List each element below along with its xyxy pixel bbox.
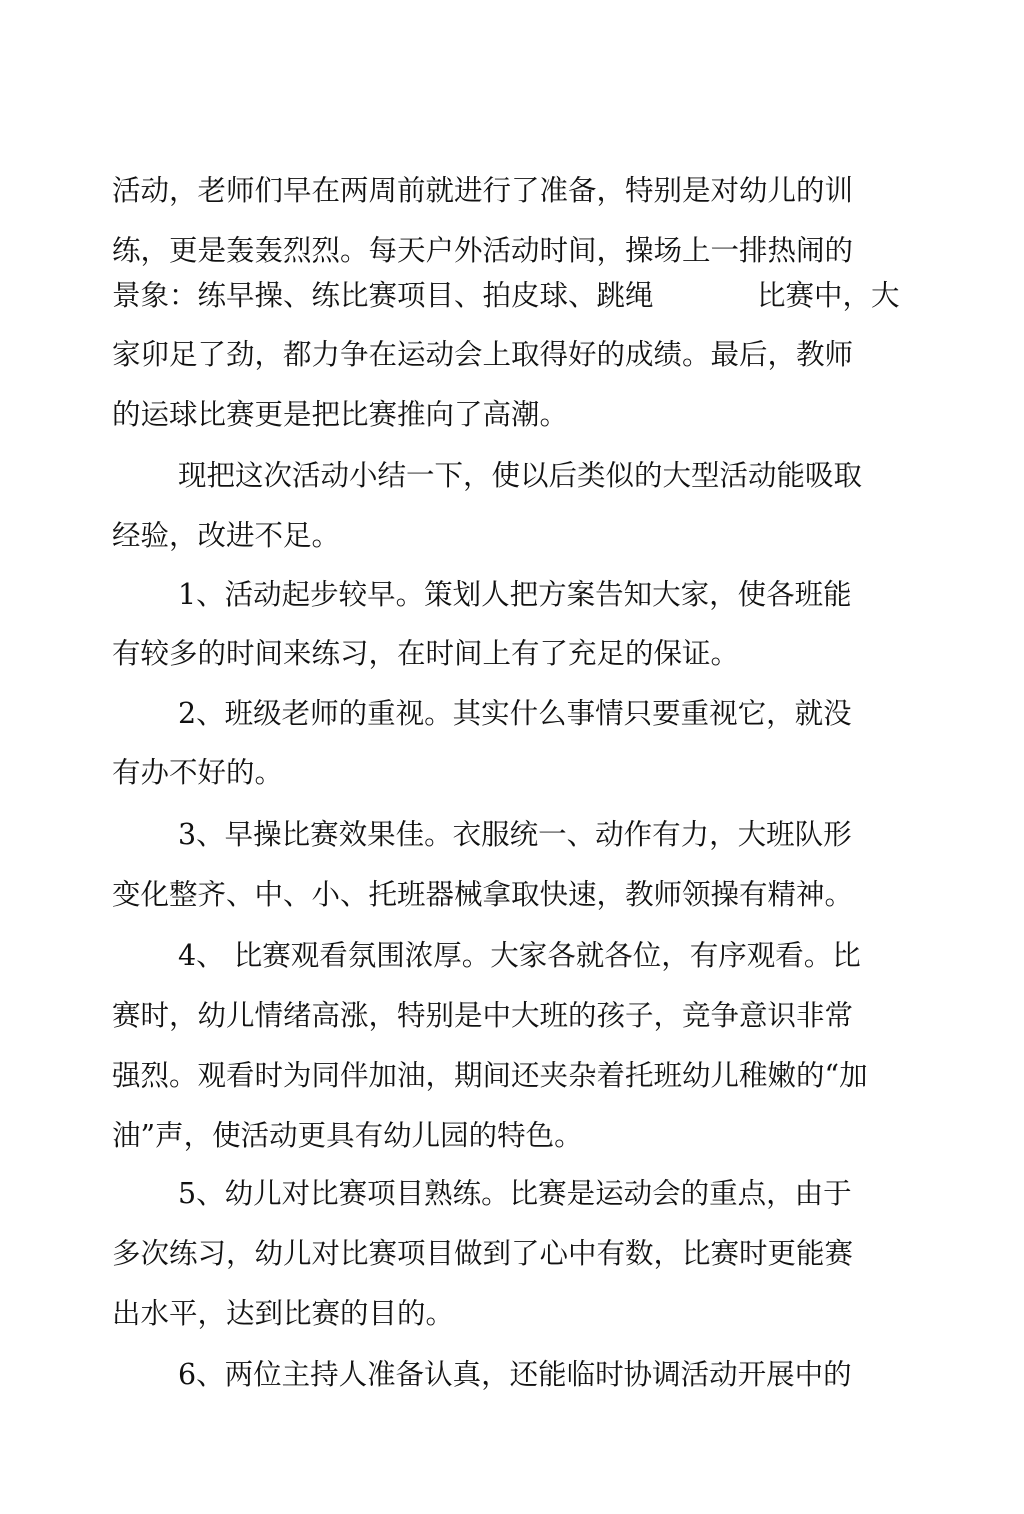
text-line <box>112 276 992 316</box>
text-line: 出水平，达到比赛的目的。 <box>112 1297 455 1330</box>
list-item-1: 1、活动起步较早。策划人把方案告知大家，使各班能 <box>178 578 852 611</box>
list-item-6: 6、两位主持人准备认真，还能临时协调活动开展中的 <box>178 1358 852 1391</box>
text-line: 经验，改进不足。 <box>112 519 341 552</box>
list-item-2: 2、班级老师的重视。其实什么事情只要重视它，就没 <box>178 697 852 730</box>
text-line: 油”声，使活动更具有幼儿园的特色。 <box>112 1119 583 1152</box>
text-line: 活动，老师们早在两周前就进行了准备，特别是对幼儿的训 <box>112 174 854 207</box>
text-segment: 景象：练早操、练比赛项目、拍皮球、跳绳 <box>112 279 654 312</box>
text-line: 有较多的时间来练习，在时间上有了充足的保证。 <box>112 637 740 670</box>
list-item-3: 3、早操比赛效果佳。衣服统一、动作有力，大班队形 <box>178 818 852 851</box>
text-line: 家卯足了劲，都力争在运动会上取得好的成绩。最后，教师 <box>112 338 854 371</box>
paragraph-start: 现把这次活动小结一下，使以后类似的大型活动能吸取 <box>178 459 863 492</box>
text-line: 强烈。观看时为同伴加油，期间还夹杂着托班幼儿稚嫩的“加 <box>112 1059 868 1092</box>
text-segment: 比赛中，大 <box>757 279 900 312</box>
text-line: 赛时，幼儿情绪高涨，特别是中大班的孩子，竞争意识非常 <box>112 999 854 1032</box>
list-item-5: 5、幼儿对比赛项目熟练。比赛是运动会的重点，由于 <box>178 1177 852 1210</box>
text-line: 变化整齐、中、小、托班器械拿取快速，教师领操有精神。 <box>112 878 854 911</box>
text-line: 练，更是轰轰烈烈。每天户外活动时间，操场上一排热闹的 <box>112 234 854 267</box>
text-line: 有办不好的。 <box>112 756 284 789</box>
text-line: 的运球比赛更是把比赛推向了高潮。 <box>112 398 569 431</box>
list-item-4: 4、 比赛观看氛围浓厚。大家各就各位，有序观看。比 <box>178 939 861 972</box>
text-line: 多次练习，幼儿对比赛项目做到了心中有数，比赛时更能赛 <box>112 1237 854 1270</box>
